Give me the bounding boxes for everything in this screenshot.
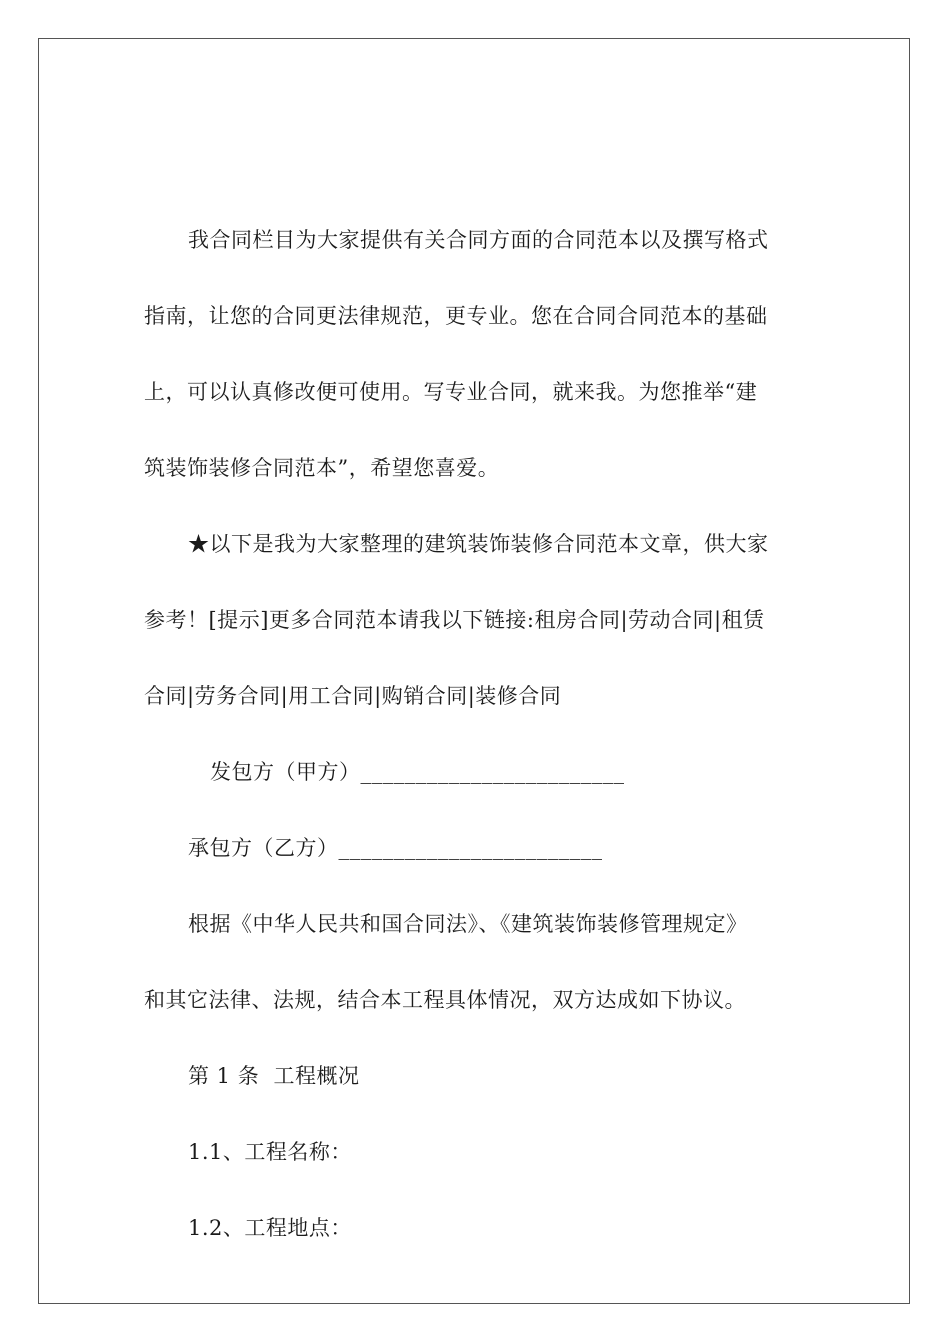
basis-line: 和其它法律、法规，结合本工程具体情况，双方达成如下协议。: [144, 988, 746, 1012]
intro-paragraph: [144, 202, 806, 506]
notice-line: ★以下是我为大家整理的建筑装饰装修合同范本文章，供大家: [188, 532, 769, 556]
item-project-name: 1.1、工程名称：: [188, 1140, 352, 1164]
notice-line-links: 参考！[提示]更多合同范本请我以下链接:租房合同|劳动合同|租赁: [144, 608, 765, 632]
party-a-line: 发包方（甲方）________________________: [210, 760, 625, 784]
article-1-title: 第 1 条 工程概况: [188, 1064, 360, 1088]
party-b-line: 承包方（乙方）________________________: [188, 836, 603, 860]
notice-paragraph: [144, 506, 806, 734]
basis-line: 根据《中华人民共和国合同法》、《建筑装饰装修管理规定》: [188, 912, 748, 936]
document-body: [144, 202, 806, 1266]
intro-line: 指南，让您的合同更法律规范，更专业。您在合同合同范本的基础: [144, 304, 768, 328]
intro-line: 我合同栏目为大家提供有关合同方面的合同范本以及撰写格式: [188, 228, 769, 252]
intro-line: 筑装饰装修合同范本”，希望您喜爱。: [144, 456, 500, 480]
notice-line-links: 合同|劳务合同|用工合同|购销合同|装修合同: [144, 684, 562, 708]
item-project-location: 1.2、工程地点：: [188, 1216, 352, 1240]
intro-line: 上，可以认真修改便可使用。写专业合同，就来我。为您推举“建: [144, 380, 758, 404]
basis-paragraph: [144, 886, 806, 1038]
